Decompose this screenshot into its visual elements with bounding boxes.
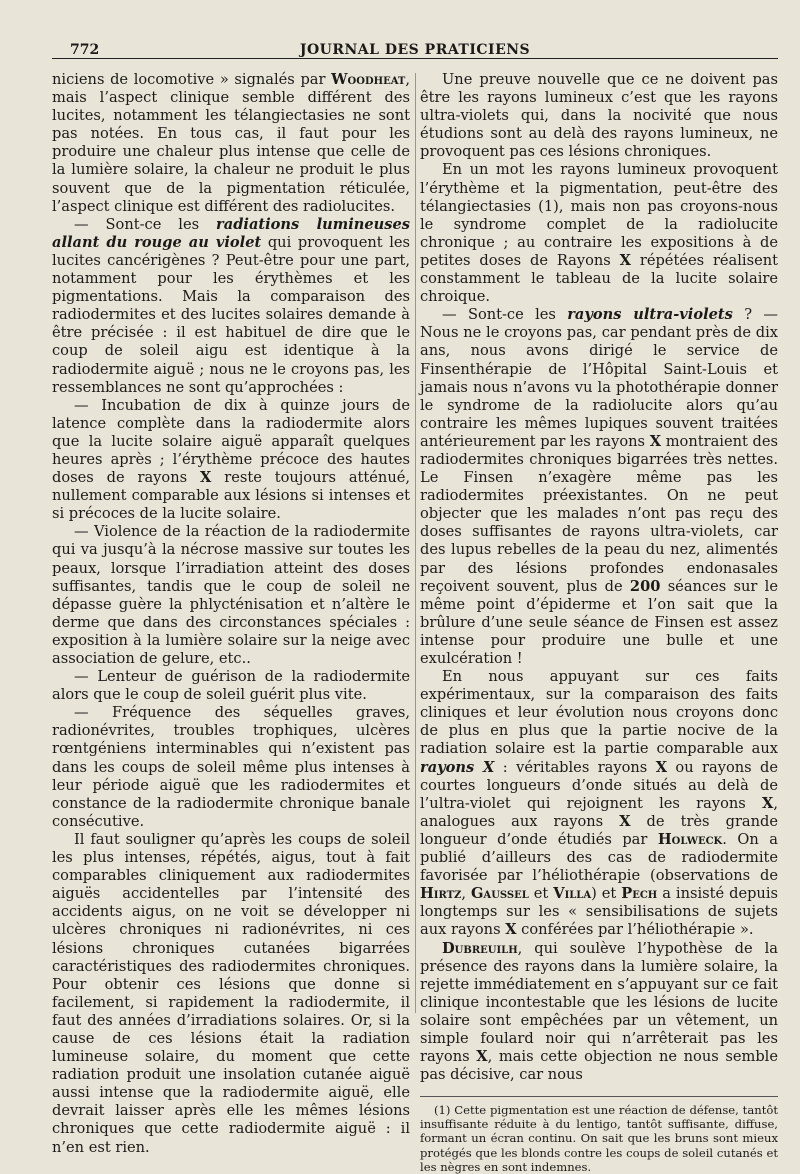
right-column <box>420 71 778 1174</box>
paragraph: — Lenteur de guérison de la radiodermite alors que le coup de soleil guérit plus vite. <box>52 668 410 704</box>
author-name: Woodheat <box>331 71 406 88</box>
paragraph: En un mot les rayons lumineux provoquent l’érythème et la pigmentation, peut-être des télangiectasies (1), mais non pas croyons-nous le syndrome complet de la radiolucite chronique ; au contraire les expositions à de petites doses de Rayons X répétées réalisent constamment le tableau de la lucite solaire chroique. <box>420 161 778 306</box>
paragraph: En nous appuyant sur ces faits expérimentaux, sur la comparaison des faits cliniques et leur évolution nous croyons donc de plus en plus que la partie nocive de la radiation solaire est la partie comparable aux rayons X : véritables rayons X ou rayons de courtes longueurs d’onde situés au delà de l’ultra-violet qui rejoignent les rayons X, analogues aux rayons X de très grande longueur d’onde étudiés par Holweck. On a publié d’ailleurs des cas de radiodermite favorisée par l’héliothérapie (observations de Hirtz, Gaussel et Villa) et Pech a insisté depuis longtemps sur les « sensibilisations de sujets aux rayons X conférées par l’héliothérapie ». <box>420 668 778 939</box>
paragraph: Une preuve nouvelle que ce ne doivent pas être les rayons lumineux c’est que les rayons ultra-violets qui, dans la nocivité que nous étudions sont au delà des rayons lumineux, ne provoquent pas ces lésions chroniques. <box>420 71 778 161</box>
paragraph: — Sont-ce les radiations lumineuses allant du rouge au violet qui provoquent les lucites cancérigènes ? Peut-être pour une part, notamment pour les érythèmes et les pigmentations. Mais la comparaison des radiodermites et des lucites solaires demande à être précisée : il est habituel de dire que le coup de soleil aigu est identique à la radiodermite aiguë ; nous ne le croyons pas, les ressemblances ne sont qu’approchées : <box>52 215 411 396</box>
page-number: 772 <box>70 42 100 58</box>
paragraph: niciens de locomotive » signalés par Woodheat, mais l’aspect clinique semble différent des lucites, notamment les télangiectasies ne sont pas notées. En tous cas, il faut pour les produire une chaleur plus intense que celle de la lumière solaire, la chaleur ne produit le plus souvent que de la pigmentation réticulée, l’aspect clinique est différent des radiolucites. <box>52 71 410 215</box>
paragraph: — Fréquence des séquelles graves, radionévrites, troubles trophiques, ulcères rœntgéniens interminables qui n’existent pas dans les coups de soleil même plus intenses à leur période aiguë que les radiodermites et constance de la radiodermite chronique banale consécutive. <box>52 704 410 830</box>
text-columns <box>52 71 778 1174</box>
author-name: Hirtz <box>420 885 462 903</box>
paragraph: Il faut souligner qu’après les coups de soleil les plus intenses, répétés, aigus, tout à fait comparables cliniquement aux radiodermites aiguës accidentelles par l’intensité des accidents aigus, on ne voit se développer ni ulcères chroniques ni radionévrites, ni ces lésions chroniques cutanées bigarrées caractéristiques des radiodermites chroniques. Pour obtenir ces lésions que donne si facilement, si rapidement la radiodermite, il faut des années d’irradiations solaires. Or, si la cause de ces lésions était la radiation lumineuse solaire, du moment que cette radiation produit une insolation cutanée aiguë aussi intense que la radiodermite aiguë, elle devrait laisser après elle les mêmes lésions chroniques que cette radiodermite aiguë : il n’en est rien. <box>52 830 410 1156</box>
paragraph: — Sont-ce les rayons ultra-violets ? — Nous ne le croyons pas, car pendant près de dix ans, nous avons dirigé le service de Finsenthérapie de l’Hôpital Saint-Louis et jamais nous n’avons vu la photothérapie donner le syndrome de la radiolucite alors qu’au contraire les mêmes lupiques souvent traitées antérieurement par les rayons X montraient des radiodermites chroniques bigarrées très nettes. Le Finsen n’exagère même pas les radiodermites préexistantes. On ne peut objecter que les malades n’ont pas reçu des doses suffisantes de rayons ultra-violets, car des lupus rebelles de la peau du nez, alimentés par des lésions profondes endonasales reçoivent souvent, plus de 200 séances sur le même point d’épiderme et l’on sait que la brûlure d’une seule séance de Finsen est assez intense pour produire une bulle et une exulcération ! <box>420 306 778 667</box>
running-header <box>52 34 778 59</box>
left-column <box>52 71 410 1174</box>
paragraph: — Violence de la réaction de la radiodermite qui va jusqu’à la nécrose massive sur toutes les peaux, lorsque l’irradiation atteint des doses suffisantes, tandis que le coup de soleil ne dépasse guère la phlycténisation et n’altère le derme que dans des circonstances spéciales : exposition à la lumière solaire sur la neige avec association de gelure, etc.. <box>52 523 410 667</box>
author-name: Pech <box>621 885 658 903</box>
journal-title: JOURNAL DES PRATICIENS <box>299 42 531 58</box>
footnotes <box>420 1096 778 1173</box>
author-name: Dubreuilh <box>442 939 518 957</box>
author-name: Villa <box>553 885 592 903</box>
paragraph: Dubreuilh, qui soulève l’hypothèse de la présence des rayons dans la lumière solaire, la rejette immédiatement en s’appuyant sur ce fait clinique incontestable que les lésions de lucite solaire sont empêchées par un vêtement, un simple foulard noir qui n’arrêterait pas les rayons X, mais cette objection ne nous semble pas décisive, car nous <box>420 939 778 1084</box>
author-name: Gaussel <box>470 885 529 903</box>
emphasis: radiations lumineuses allant du rouge au violet <box>52 215 411 251</box>
emphasis: rayons X <box>420 758 495 776</box>
footnote: (1) Cette pigmentation est une réaction de défense, tantôt insuffisante réduite à du lentigo, tantôt suffisante, diffuse, formant un écran continu. On sait que les bruns sont mieux protégés que les blonds contre les coups de soleil cutanés et les nègres en sont indemnes. <box>420 1103 778 1174</box>
column-divider <box>415 73 416 1013</box>
emphasis: rayons ultra-violets <box>567 306 733 324</box>
paragraph: — Incubation de dix à quinze jours de latence complète dans la radiodermite alors que la lucite solaire aiguë apparaît quelques heures après ; l’érythème précoce des hautes doses de rayons X reste toujours atténué, nullement comparable aux lésions si intenses et si précoces de la lucite solaire. <box>52 396 410 523</box>
author-name: Holweck <box>657 830 723 848</box>
